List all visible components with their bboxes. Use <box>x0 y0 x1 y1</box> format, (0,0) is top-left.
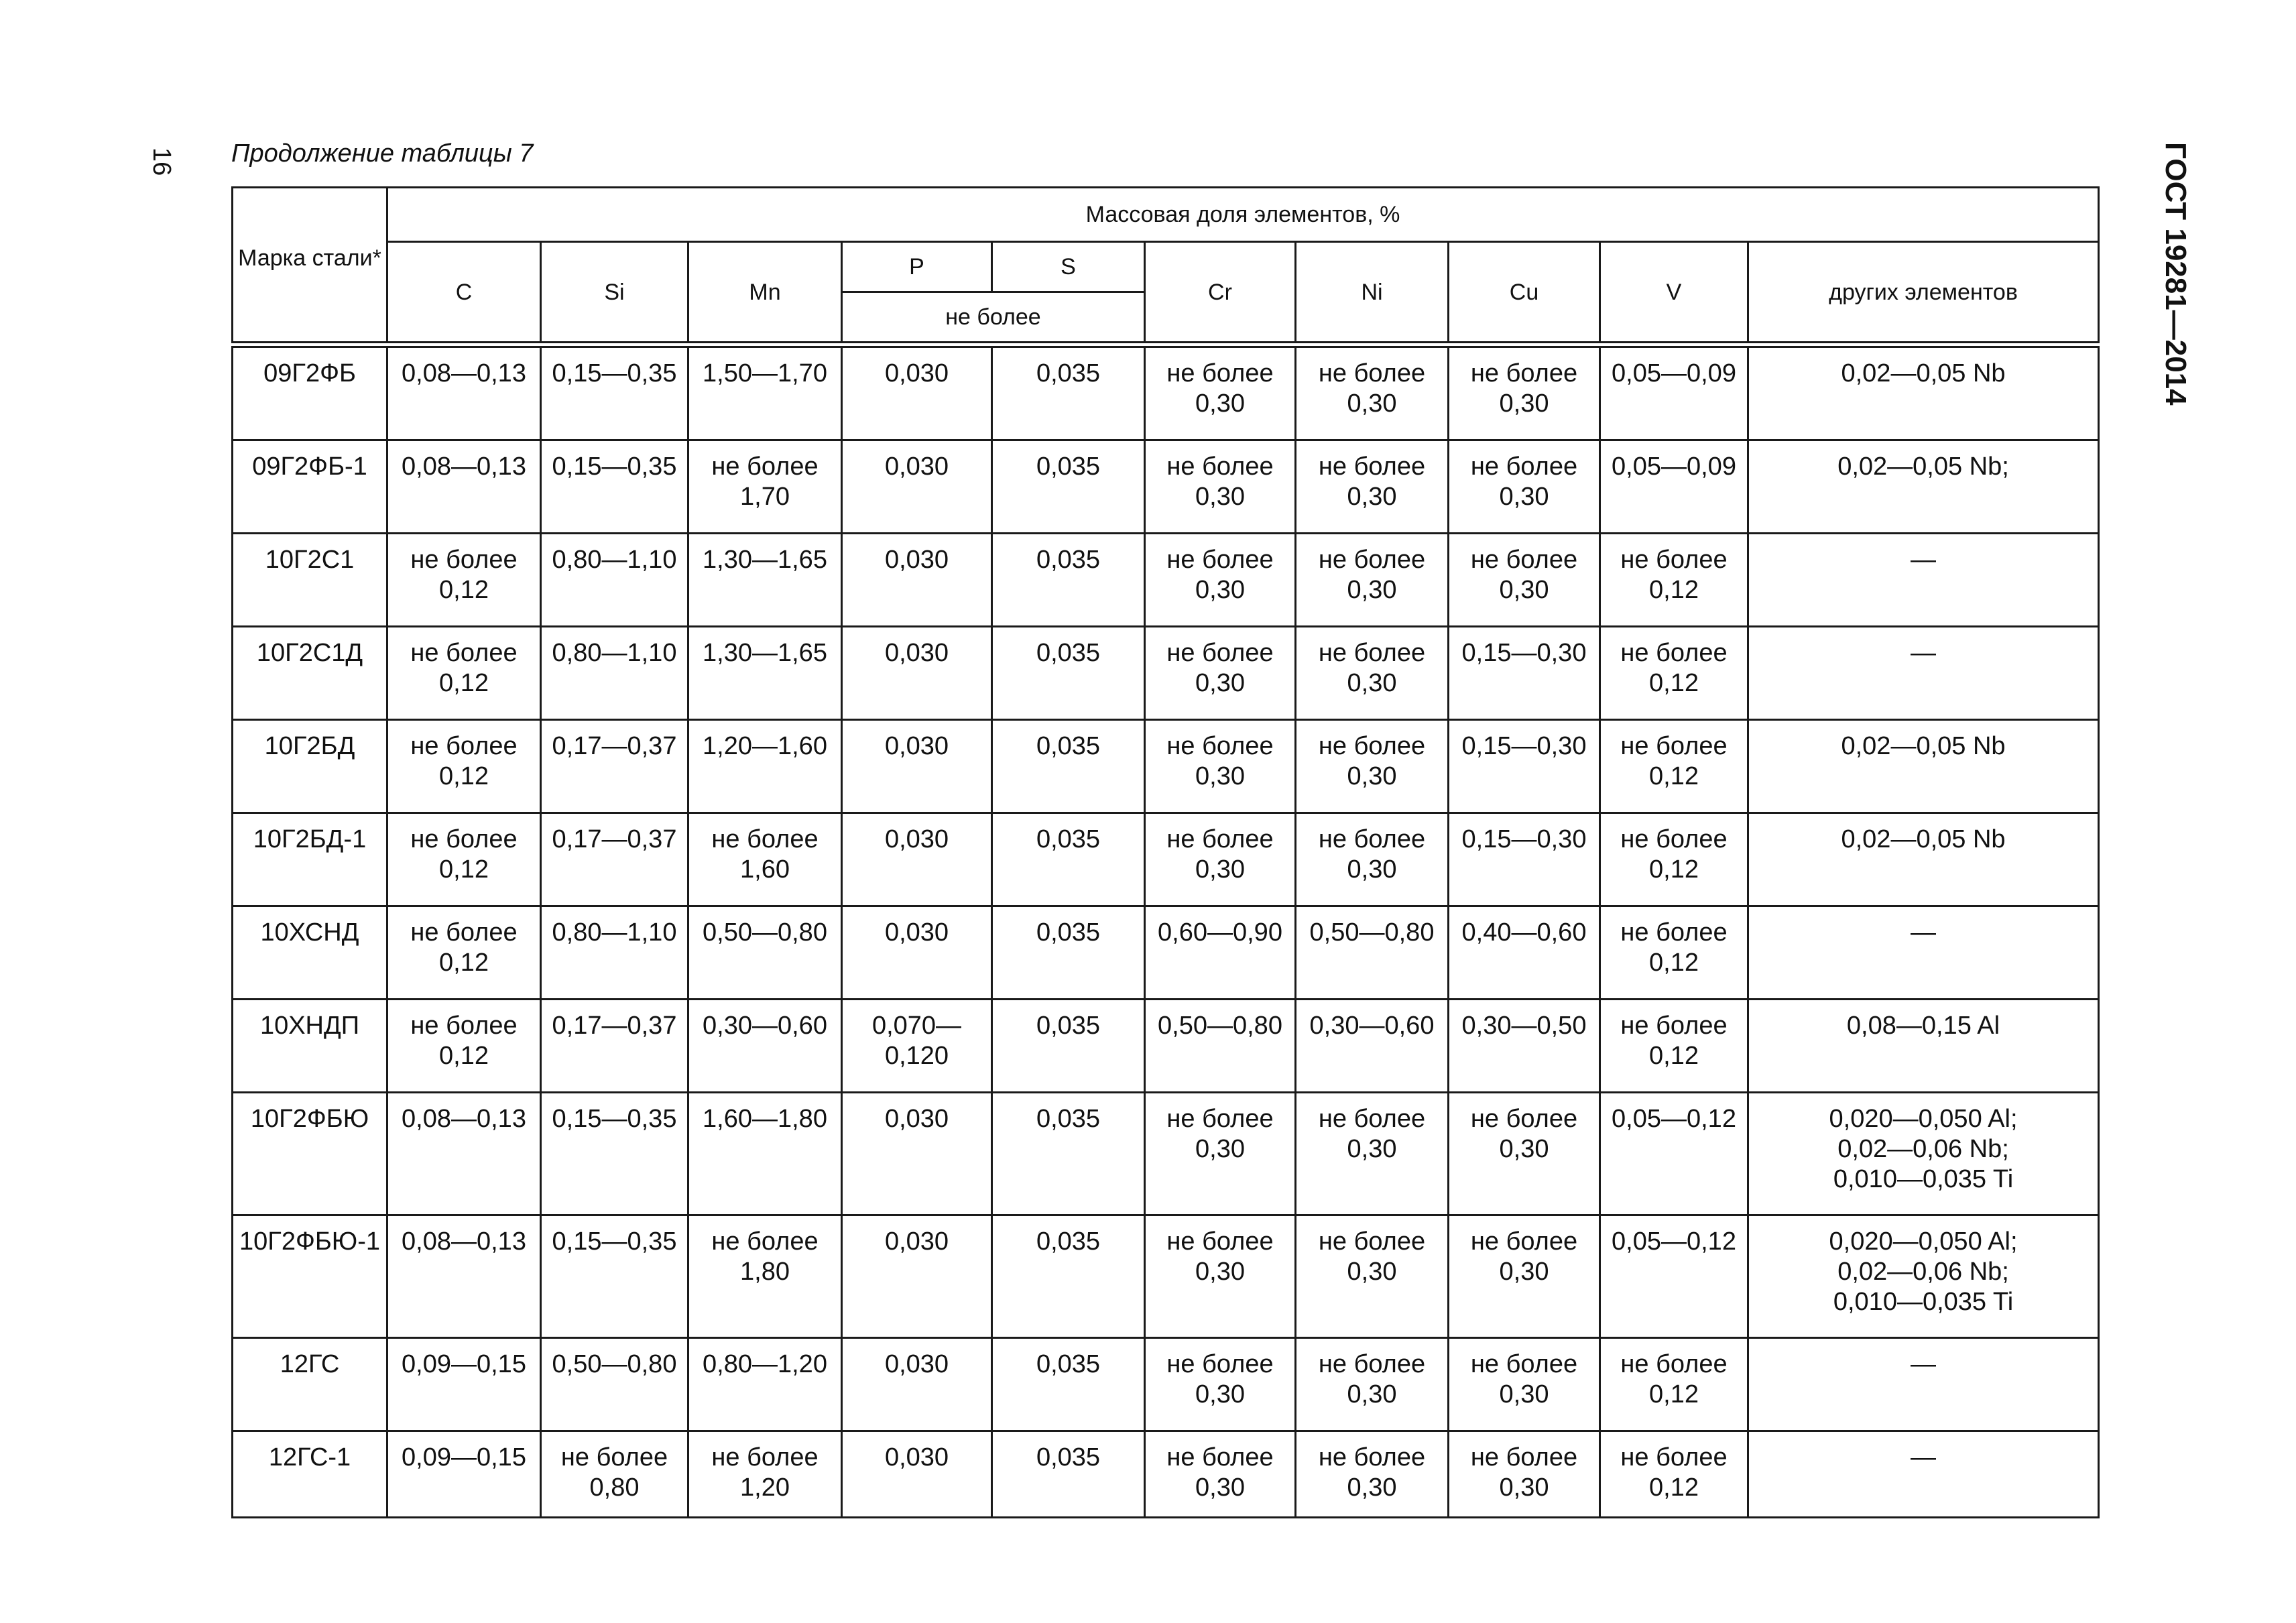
cell-s: 0,035 <box>992 1093 1145 1215</box>
cell-mn: 1,60—1,80 <box>688 1093 842 1215</box>
cell-grade: 09Г2ФБ <box>233 345 387 440</box>
cell-si: 0,17—0,37 <box>541 720 688 813</box>
cell-c: не более 0,12 <box>387 534 541 627</box>
cell-cu: не более 0,30 <box>1449 1093 1600 1215</box>
cell-other: — <box>1748 1431 2099 1518</box>
cell-c: 0,08—0,13 <box>387 1093 541 1215</box>
cell-cu: не более 0,30 <box>1449 534 1600 627</box>
header-cu: Cu <box>1449 242 1600 345</box>
page-number: 16 <box>147 147 176 176</box>
table-header <box>233 188 2099 345</box>
table-row <box>233 440 2099 534</box>
cell-p: 0,030 <box>842 720 992 813</box>
cell-c: не более 0,12 <box>387 906 541 1000</box>
cell-s: 0,035 <box>992 627 1145 720</box>
cell-grade: 12ГС <box>233 1338 387 1431</box>
cell-mn: 1,30—1,65 <box>688 534 842 627</box>
cell-si: 0,80—1,10 <box>541 627 688 720</box>
cell-cu: не более 0,30 <box>1449 1338 1600 1431</box>
cell-si: 0,17—0,37 <box>541 1000 688 1093</box>
cell-s: 0,035 <box>992 906 1145 1000</box>
table-row <box>233 720 2099 813</box>
cell-mn: не более 1,20 <box>688 1431 842 1518</box>
cell-mn: не более 1,80 <box>688 1215 842 1338</box>
cell-p: 0,030 <box>842 1338 992 1431</box>
cell-p: 0,030 <box>842 1431 992 1518</box>
cell-v: не более 0,12 <box>1600 1431 1748 1518</box>
cell-mn: не более 1,60 <box>688 813 842 906</box>
cell-si: 0,50—0,80 <box>541 1338 688 1431</box>
cell-p: 0,030 <box>842 440 992 534</box>
cell-mn: 1,20—1,60 <box>688 720 842 813</box>
cell-ni: не более 0,30 <box>1296 720 1449 813</box>
cell-ni: не более 0,30 <box>1296 1215 1449 1338</box>
cell-p: 0,030 <box>842 1093 992 1215</box>
cell-other: — <box>1748 627 2099 720</box>
table-row <box>233 345 2099 440</box>
cell-v: не более 0,12 <box>1600 534 1748 627</box>
cell-other: 0,02—0,05 Nb <box>1748 345 2099 440</box>
table-row <box>233 1215 2099 1338</box>
cell-c: 0,09—0,15 <box>387 1338 541 1431</box>
cell-p: 0,030 <box>842 345 992 440</box>
cell-cr: не более 0,30 <box>1145 813 1296 906</box>
cell-si: не более 0,80 <box>541 1431 688 1518</box>
standard-code: ГОСТ 19281—2014 <box>2159 142 2192 406</box>
header-v: V <box>1600 242 1748 345</box>
cell-other: — <box>1748 534 2099 627</box>
cell-ni: не более 0,30 <box>1296 1093 1449 1215</box>
table-row <box>233 1431 2099 1518</box>
cell-cu: не более 0,30 <box>1449 440 1600 534</box>
cell-cu: 0,40—0,60 <box>1449 906 1600 1000</box>
cell-other: 0,02—0,05 Nb <box>1748 720 2099 813</box>
table-row <box>233 813 2099 906</box>
table-body <box>233 345 2099 1518</box>
cell-cu: не более 0,30 <box>1449 1431 1600 1518</box>
cell-c: 0,08—0,13 <box>387 440 541 534</box>
cell-c: не более 0,12 <box>387 813 541 906</box>
cell-v: не более 0,12 <box>1600 1000 1748 1093</box>
cell-v: не более 0,12 <box>1600 906 1748 1000</box>
cell-ni: 0,50—0,80 <box>1296 906 1449 1000</box>
table-row <box>233 1338 2099 1431</box>
cell-other: 0,08—0,15 Al <box>1748 1000 2099 1093</box>
cell-si: 0,15—0,35 <box>541 1093 688 1215</box>
cell-ni: не более 0,30 <box>1296 345 1449 440</box>
cell-mn: 1,50—1,70 <box>688 345 842 440</box>
cell-c: не более 0,12 <box>387 720 541 813</box>
header-cr: Cr <box>1145 242 1296 345</box>
cell-c: 0,08—0,13 <box>387 345 541 440</box>
cell-v: не более 0,12 <box>1600 813 1748 906</box>
cell-v: 0,05—0,09 <box>1600 440 1748 534</box>
cell-p: 0,030 <box>842 813 992 906</box>
cell-grade: 10Г2ФБЮ-1 <box>233 1215 387 1338</box>
header-c: C <box>387 242 541 345</box>
cell-cr: не более 0,30 <box>1145 440 1296 534</box>
cell-other: — <box>1748 1338 2099 1431</box>
chemical-composition-table <box>231 186 2100 1518</box>
cell-cu: 0,15—0,30 <box>1449 720 1600 813</box>
cell-v: не более 0,12 <box>1600 627 1748 720</box>
cell-cr: не более 0,30 <box>1145 627 1296 720</box>
cell-p: 0,030 <box>842 1215 992 1338</box>
cell-s: 0,035 <box>992 720 1145 813</box>
table-row <box>233 627 2099 720</box>
cell-other: 0,020—0,050 Al; 0,02—0,06 Nb; 0,010—0,035 Ti <box>1748 1093 2099 1215</box>
cell-v: 0,05—0,12 <box>1600 1093 1748 1215</box>
cell-mn: 0,30—0,60 <box>688 1000 842 1093</box>
cell-grade: 10Г2БД-1 <box>233 813 387 906</box>
cell-cu: не более 0,30 <box>1449 345 1600 440</box>
cell-cr: не более 0,30 <box>1145 345 1296 440</box>
header-s: S <box>992 242 1145 292</box>
cell-cu: 0,30—0,50 <box>1449 1000 1600 1093</box>
cell-cu: 0,15—0,30 <box>1449 627 1600 720</box>
cell-ni: не более 0,30 <box>1296 1431 1449 1518</box>
cell-mn: 0,80—1,20 <box>688 1338 842 1431</box>
cell-mn: 0,50—0,80 <box>688 906 842 1000</box>
cell-s: 0,035 <box>992 1000 1145 1093</box>
cell-cr: 0,60—0,90 <box>1145 906 1296 1000</box>
cell-v: 0,05—0,09 <box>1600 345 1748 440</box>
table-row <box>233 534 2099 627</box>
cell-p: 0,030 <box>842 906 992 1000</box>
cell-cr: не более 0,30 <box>1145 1215 1296 1338</box>
cell-cr: не более 0,30 <box>1145 1338 1296 1431</box>
header-mass-fraction: Массовая доля элементов, % <box>387 188 2099 242</box>
cell-c: 0,08—0,13 <box>387 1215 541 1338</box>
cell-v: не более 0,12 <box>1600 1338 1748 1431</box>
cell-si: 0,17—0,37 <box>541 813 688 906</box>
cell-c: не более 0,12 <box>387 1000 541 1093</box>
cell-other: 0,020—0,050 Al; 0,02—0,06 Nb; 0,010—0,035 Ti <box>1748 1215 2099 1338</box>
cell-p: 0,070— 0,120 <box>842 1000 992 1093</box>
header-ni: Ni <box>1296 242 1449 345</box>
header-si: Si <box>541 242 688 345</box>
cell-cr: 0,50—0,80 <box>1145 1000 1296 1093</box>
cell-s: 0,035 <box>992 1215 1145 1338</box>
cell-grade: 10ХНДП <box>233 1000 387 1093</box>
table-row <box>233 906 2099 1000</box>
cell-cu: 0,15—0,30 <box>1449 813 1600 906</box>
cell-other: — <box>1748 906 2099 1000</box>
cell-mn: 1,30—1,65 <box>688 627 842 720</box>
cell-ni: не более 0,30 <box>1296 813 1449 906</box>
cell-si: 0,80—1,10 <box>541 906 688 1000</box>
table-row <box>233 1093 2099 1215</box>
table-row <box>233 1000 2099 1093</box>
cell-cr: не более 0,30 <box>1145 1431 1296 1518</box>
cell-s: 0,035 <box>992 345 1145 440</box>
cell-s: 0,035 <box>992 534 1145 627</box>
cell-ni: не более 0,30 <box>1296 1338 1449 1431</box>
table-caption: Продолжение таблицы 7 <box>231 139 534 168</box>
header-not-more: не более <box>842 292 1145 345</box>
cell-grade: 09Г2ФБ-1 <box>233 440 387 534</box>
cell-other: 0,02—0,05 Nb; <box>1748 440 2099 534</box>
cell-v: не более 0,12 <box>1600 720 1748 813</box>
header-mn: Mn <box>688 242 842 345</box>
cell-mn: не более 1,70 <box>688 440 842 534</box>
header-other-elements: других элементов <box>1748 242 2099 345</box>
cell-cr: не более 0,30 <box>1145 720 1296 813</box>
cell-grade: 10Г2ФБЮ <box>233 1093 387 1215</box>
cell-grade: 10ХСНД <box>233 906 387 1000</box>
cell-p: 0,030 <box>842 534 992 627</box>
cell-si: 0,80—1,10 <box>541 534 688 627</box>
cell-si: 0,15—0,35 <box>541 345 688 440</box>
cell-ni: 0,30—0,60 <box>1296 1000 1449 1093</box>
cell-v: 0,05—0,12 <box>1600 1215 1748 1338</box>
cell-s: 0,035 <box>992 440 1145 534</box>
cell-cr: не более 0,30 <box>1145 1093 1296 1215</box>
cell-c: 0,09—0,15 <box>387 1431 541 1518</box>
cell-ni: не более 0,30 <box>1296 534 1449 627</box>
cell-cu: не более 0,30 <box>1449 1215 1600 1338</box>
cell-grade: 10Г2БД <box>233 720 387 813</box>
cell-grade: 12ГС-1 <box>233 1431 387 1518</box>
header-grade: Марка стали* <box>233 188 387 345</box>
cell-si: 0,15—0,35 <box>541 1215 688 1338</box>
cell-s: 0,035 <box>992 1338 1145 1431</box>
cell-grade: 10Г2С1Д <box>233 627 387 720</box>
cell-p: 0,030 <box>842 627 992 720</box>
cell-ni: не более 0,30 <box>1296 440 1449 534</box>
cell-cr: не более 0,30 <box>1145 534 1296 627</box>
cell-s: 0,035 <box>992 1431 1145 1518</box>
header-p: P <box>842 242 992 292</box>
cell-ni: не более 0,30 <box>1296 627 1449 720</box>
cell-c: не более 0,12 <box>387 627 541 720</box>
cell-grade: 10Г2С1 <box>233 534 387 627</box>
cell-si: 0,15—0,35 <box>541 440 688 534</box>
cell-s: 0,035 <box>992 813 1145 906</box>
cell-other: 0,02—0,05 Nb <box>1748 813 2099 906</box>
